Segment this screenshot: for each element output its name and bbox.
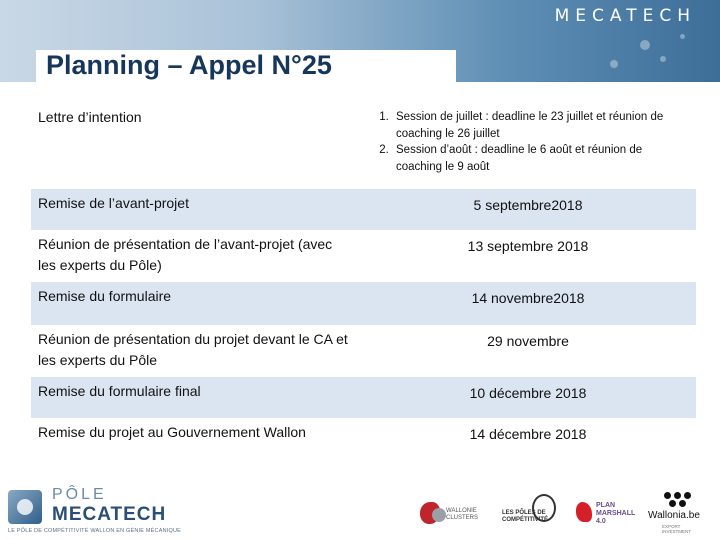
pole-logo-tagline: LE PÔLE DE COMPÉTITIVITÉ WALLON EN GÉNIE MÉCANIQUE: [8, 528, 181, 534]
table-row: [31, 103, 696, 189]
row-value: [359, 103, 696, 189]
table-row: [31, 418, 696, 470]
wallonia-logo: Wallonia.be EXPORT INVESTMENT: [648, 492, 708, 536]
row-value: 10 décembre 2018: [359, 377, 696, 418]
table-row: [31, 282, 696, 325]
planning-table: [31, 103, 696, 470]
wallonia-dots-icon: [664, 492, 692, 508]
table-row: [31, 189, 696, 230]
pole-mecatech-logo: [8, 486, 181, 536]
pole-logo-icon: [8, 490, 42, 524]
row-value: 13 septembre 2018: [359, 230, 696, 282]
table-row: [31, 377, 696, 418]
table-row: [31, 325, 696, 377]
row-value: 29 novembre: [359, 325, 696, 377]
row-label: Remise du formulaire final: [31, 377, 359, 418]
row-value: 14 novembre2018: [359, 282, 696, 325]
row-label: Remise du projet au Gouvernement Wallon: [31, 418, 359, 470]
row-label: Lettre d’intention: [31, 103, 359, 189]
pole-logo-line2: MECATECH: [52, 504, 167, 525]
row-label: Remise de l’avant-projet: [31, 189, 359, 230]
row-value: 5 septembre2018: [359, 189, 696, 230]
clusters-logo: WALLONIE CLUSTERS: [418, 500, 478, 530]
row-label: Remise du formulaire: [31, 282, 359, 325]
session-item: 2. Session d’août : deadline le 6 août et réunion de coaching le 9 août: [392, 142, 690, 175]
brand-wordmark: MECATECH: [554, 6, 696, 26]
poles-competitivite-logo: LES PÔLES DE COMPÉTITIVITÉ: [500, 494, 560, 530]
table-row: [31, 230, 696, 282]
plan-marshall-logo: PLAN MARSHALL 4.0: [574, 498, 644, 532]
row-value: 14 décembre 2018: [359, 418, 696, 470]
session-list: [366, 109, 690, 175]
rooster-icon: [576, 502, 592, 522]
page-title: Planning – Appel N°25: [46, 50, 332, 80]
row-label: Réunion de présentation de l’avant-projet (avec les experts du Pôle): [31, 230, 359, 282]
session-item: 1. Session de juillet : deadline le 23 juillet et réunion de coaching le 26 juillet: [392, 109, 690, 142]
pole-logo-line1: PÔLE: [52, 486, 107, 503]
row-label: Réunion de présentation du projet devant le CA et les experts du Pôle: [31, 325, 359, 377]
